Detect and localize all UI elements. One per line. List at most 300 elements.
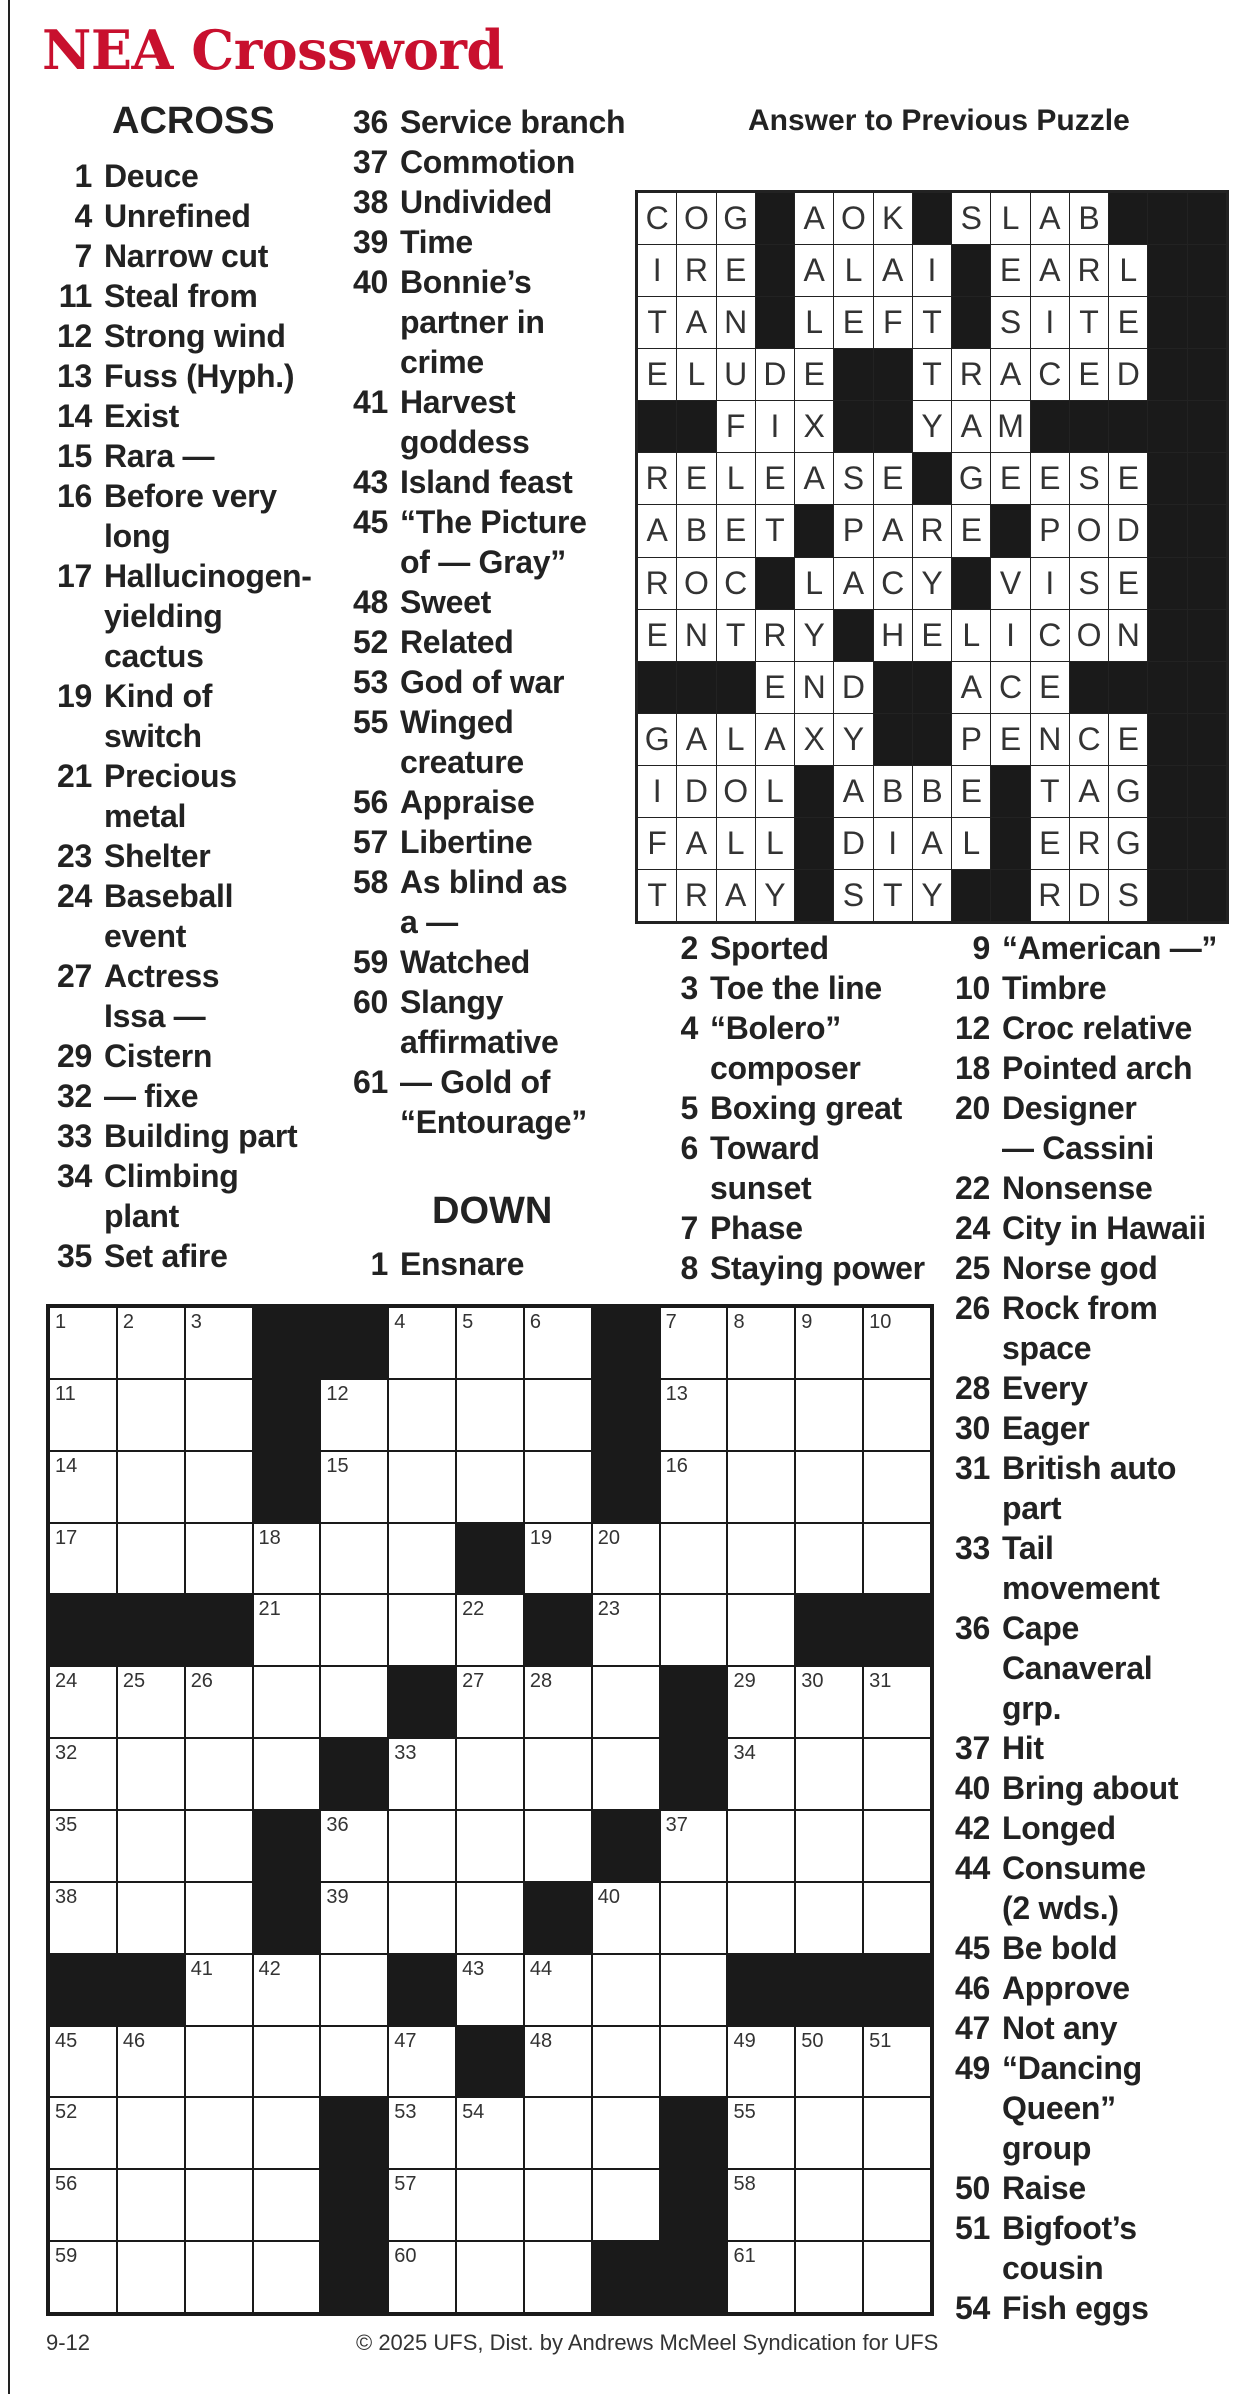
- grid-cell[interactable]: [525, 1308, 591, 1378]
- grid-cell[interactable]: [457, 2242, 523, 2312]
- grid-cell[interactable]: [864, 2170, 930, 2240]
- across-clue-row: [46, 1116, 312, 1156]
- down-clue-row: [944, 1248, 1217, 1288]
- down-clue-row: [944, 1008, 1217, 1048]
- answer-cell: T: [874, 870, 912, 921]
- grid-cell[interactable]: [50, 1308, 116, 1378]
- grid-cell[interactable]: [864, 2027, 930, 2097]
- clue-number: 15: [57, 438, 92, 474]
- answer-cell: T: [638, 870, 676, 921]
- grid-cell[interactable]: [796, 2027, 862, 2097]
- grid-cell[interactable]: [186, 1667, 252, 1737]
- grid-cell[interactable]: [525, 2242, 591, 2312]
- grid-cell[interactable]: [389, 1595, 455, 1665]
- clue-number: 57: [353, 824, 388, 860]
- grid-cell[interactable]: [321, 1452, 387, 1522]
- clue-number: 2: [680, 930, 698, 966]
- answer-cell: L: [756, 818, 794, 869]
- grid-cell[interactable]: [50, 2027, 116, 2097]
- clue-number: 50: [955, 2170, 990, 2206]
- cell-number: 20: [597, 1526, 621, 1549]
- clue-text: Kind of: [104, 678, 213, 714]
- grid-cell[interactable]: [525, 1955, 591, 2025]
- grid-cell[interactable]: [186, 1811, 252, 1881]
- clue-text: Actress: [104, 958, 220, 994]
- grid-cell[interactable]: [50, 1739, 116, 1809]
- answer-cell: R: [756, 610, 794, 661]
- answer-block: [1109, 401, 1147, 452]
- clue-number: 26: [955, 1290, 990, 1326]
- cell-number: 54: [462, 2101, 485, 2124]
- grid-cell[interactable]: [118, 1811, 184, 1881]
- clue-text: crime: [400, 344, 484, 380]
- grid-cell[interactable]: [593, 1883, 659, 1953]
- grid-cell[interactable]: [593, 1524, 659, 1594]
- across-clue-row: [342, 382, 625, 422]
- answer-cell: E: [913, 610, 951, 661]
- answer-cell: D: [1070, 870, 1108, 921]
- clue-text: space: [1002, 1330, 1092, 1366]
- grid-cell[interactable]: [728, 1595, 794, 1665]
- answer-cell: A: [834, 766, 872, 817]
- grid-block: [593, 1308, 659, 1378]
- clue-text: goddess: [400, 424, 530, 460]
- grid-block: [254, 1308, 320, 1378]
- answer-block: [1148, 766, 1186, 817]
- cell-number: 7: [665, 1311, 677, 1333]
- grid-cell[interactable]: [864, 1883, 930, 1953]
- grid-cell[interactable]: [254, 1667, 320, 1737]
- grid-cell[interactable]: [525, 1811, 591, 1881]
- clue-text: Exist: [104, 398, 179, 434]
- copyright-notice: © 2025 UFS, Dist. by Andrews McMeel Syndication for UFS: [356, 2330, 939, 2355]
- grid-cell[interactable]: [50, 2170, 116, 2240]
- grid-cell[interactable]: [50, 2098, 116, 2168]
- grid-cell[interactable]: [457, 1739, 523, 1809]
- grid-cell[interactable]: [389, 2098, 455, 2168]
- clue-text: Island feast: [400, 464, 573, 500]
- clue-text: long: [104, 518, 171, 554]
- grid-cell[interactable]: [321, 1883, 387, 1953]
- grid-cell[interactable]: [796, 1739, 862, 1809]
- across-clue-row: [46, 276, 312, 316]
- cell-number: 40: [597, 1885, 621, 1908]
- cell-number: 1: [55, 1311, 67, 1333]
- grid-cell[interactable]: [186, 2098, 252, 2168]
- grid-cell[interactable]: [864, 2242, 930, 2312]
- answer-cell: A: [638, 505, 676, 556]
- answer-cell: L: [1109, 245, 1147, 296]
- grid-cell[interactable]: [186, 1524, 252, 1594]
- grid-cell[interactable]: [457, 1452, 523, 1522]
- grid-cell[interactable]: [661, 1595, 727, 1665]
- grid-cell[interactable]: [728, 1739, 794, 1809]
- answer-cell: L: [952, 818, 990, 869]
- grid-cell[interactable]: [321, 1955, 387, 2025]
- grid-cell[interactable]: [728, 1308, 794, 1378]
- grid-cell[interactable]: [457, 2170, 523, 2240]
- answer-cell: E: [1070, 349, 1108, 400]
- grid-cell[interactable]: [389, 1739, 455, 1809]
- cell-number: 58: [733, 2173, 756, 2196]
- grid-cell[interactable]: [457, 1380, 523, 1450]
- grid-cell[interactable]: [186, 2242, 252, 2312]
- grid-cell[interactable]: [525, 2027, 591, 2097]
- grid-cell[interactable]: [864, 2098, 930, 2168]
- grid-cell[interactable]: [321, 1524, 387, 1594]
- grid-cell[interactable]: [186, 1308, 252, 1378]
- clue-number: 40: [353, 264, 388, 300]
- cell-number: 30: [801, 1670, 824, 1693]
- grid-cell[interactable]: [50, 1452, 116, 1522]
- clue-number: 32: [57, 1078, 92, 1114]
- clue-number: 28: [955, 1370, 990, 1406]
- grid-cell[interactable]: [186, 2170, 252, 2240]
- across-clue-row: [46, 436, 312, 476]
- clue-text: Steal from: [104, 278, 258, 314]
- answer-block: [795, 505, 833, 556]
- down-clue-row: [652, 1128, 925, 1168]
- clue-text: Hallucinogen-: [104, 558, 312, 594]
- grid-cell[interactable]: [593, 2027, 659, 2097]
- grid-cell[interactable]: [389, 1380, 455, 1450]
- cell-number: 41: [190, 1957, 213, 1980]
- answer-block: [756, 193, 794, 244]
- answer-cell: E: [874, 453, 912, 504]
- answer-cell: T: [717, 610, 755, 661]
- grid-cell[interactable]: [50, 1883, 116, 1953]
- answer-cell: E: [795, 349, 833, 400]
- grid-cell[interactable]: [661, 1308, 727, 1378]
- grid-cell[interactable]: [728, 2098, 794, 2168]
- grid-cell[interactable]: [50, 1667, 116, 1737]
- answer-cell: D: [834, 818, 872, 869]
- clue-number: 41: [353, 384, 388, 420]
- grid-cell[interactable]: [796, 1524, 862, 1594]
- grid-cell[interactable]: [389, 1308, 455, 1378]
- clue-text: group: [1002, 2130, 1092, 2166]
- grid-cell[interactable]: [457, 1595, 523, 1665]
- cell-number: 18: [258, 1526, 281, 1549]
- answer-cell: S: [1070, 453, 1108, 504]
- grid-cell[interactable]: [118, 1308, 184, 1378]
- answer-block: [952, 297, 990, 348]
- grid-cell[interactable]: [457, 1667, 523, 1737]
- grid-cell[interactable]: [118, 1739, 184, 1809]
- grid-cell[interactable]: [728, 1667, 794, 1737]
- clue-number: [46, 996, 92, 1036]
- grid-cell[interactable]: [796, 1452, 862, 1522]
- down-clue-row: [652, 1168, 925, 1208]
- answer-block: [874, 349, 912, 400]
- grid-cell[interactable]: [728, 1811, 794, 1881]
- clue-text: Issa —: [104, 998, 206, 1034]
- clue-number: [944, 2248, 990, 2288]
- grid-cell[interactable]: [457, 1308, 523, 1378]
- grid-cell[interactable]: [50, 1380, 116, 1450]
- answer-cell: H: [874, 610, 912, 661]
- clue-text: Sported: [710, 930, 829, 966]
- answer-block: [1188, 505, 1226, 556]
- grid-cell[interactable]: [525, 1452, 591, 1522]
- answer-cell: D: [1109, 349, 1147, 400]
- grid-cell[interactable]: [389, 1811, 455, 1881]
- down-clues-column-2: [652, 928, 925, 1288]
- grid-cell[interactable]: [389, 1452, 455, 1522]
- clue-text: “Bolero”: [710, 1010, 841, 1046]
- grid-cell[interactable]: [389, 2027, 455, 2097]
- grid-cell[interactable]: [50, 1524, 116, 1594]
- answer-cell: C: [874, 558, 912, 609]
- grid-block: [525, 1883, 591, 1953]
- grid-cell[interactable]: [254, 1595, 320, 1665]
- grid-cell[interactable]: [796, 1883, 862, 1953]
- across-clue-row: [342, 942, 625, 982]
- grid-block: [321, 1739, 387, 1809]
- answer-block: [913, 714, 951, 765]
- answer-block: [1148, 870, 1186, 921]
- grid-cell[interactable]: [389, 2242, 455, 2312]
- clue-text: As blind as: [400, 864, 568, 900]
- clue-number: [46, 916, 92, 956]
- clue-number: 22: [955, 1170, 990, 1206]
- grid-cell[interactable]: [186, 2027, 252, 2097]
- down-clue-row: [944, 2088, 1217, 2128]
- cell-number: 9: [801, 1311, 813, 1333]
- clue-number: 40: [955, 1770, 990, 1806]
- cell-number: 59: [55, 2245, 78, 2268]
- grid-cell[interactable]: [593, 1739, 659, 1809]
- answer-block: [717, 662, 755, 713]
- cell-number: 47: [394, 2029, 417, 2052]
- answer-block: [1148, 505, 1186, 556]
- clue-number: 8: [680, 1250, 698, 1286]
- clue-text: Staying power: [710, 1250, 925, 1286]
- grid-cell[interactable]: [728, 2170, 794, 2240]
- answer-block: [874, 401, 912, 452]
- grid-cell[interactable]: [389, 1883, 455, 1953]
- clue-text: Deuce: [104, 158, 199, 194]
- answer-cell: A: [717, 870, 755, 921]
- answer-block: [756, 558, 794, 609]
- grid-cell[interactable]: [661, 1955, 727, 2025]
- answer-cell: O: [677, 193, 715, 244]
- grid-cell[interactable]: [186, 1739, 252, 1809]
- grid-block: [661, 2098, 727, 2168]
- answer-block: [756, 297, 794, 348]
- grid-cell[interactable]: [118, 1883, 184, 1953]
- cell-number: 49: [733, 2029, 756, 2052]
- answer-cell: D: [1109, 505, 1147, 556]
- down-clue-row: [944, 1368, 1217, 1408]
- grid-cell[interactable]: [254, 1524, 320, 1594]
- grid-cell[interactable]: [728, 1524, 794, 1594]
- grid-cell[interactable]: [525, 2170, 591, 2240]
- clue-text: Undivided: [400, 184, 552, 220]
- grid-cell[interactable]: [118, 2098, 184, 2168]
- answer-cell: Y: [913, 558, 951, 609]
- grid-cell[interactable]: [728, 2242, 794, 2312]
- grid-cell[interactable]: [118, 2027, 184, 2097]
- clue-number: 33: [57, 1118, 92, 1154]
- across-clue-row: [342, 182, 625, 222]
- clue-number: 9: [972, 930, 990, 966]
- cell-number: 16: [665, 1454, 688, 1477]
- grid-cell[interactable]: [118, 2242, 184, 2312]
- grid-cell[interactable]: [389, 2170, 455, 2240]
- clue-text: Be bold: [1002, 1930, 1118, 1966]
- answer-cell: E: [1031, 453, 1069, 504]
- down-clue-row: [944, 1568, 1217, 1608]
- grid-cell[interactable]: [321, 1811, 387, 1881]
- grid-block: [661, 1667, 727, 1737]
- grid-cell[interactable]: [254, 2098, 320, 2168]
- grid-cell[interactable]: [661, 1524, 727, 1594]
- grid-cell[interactable]: [321, 1667, 387, 1737]
- cell-number: 27: [462, 1670, 485, 1693]
- grid-cell[interactable]: [796, 2098, 862, 2168]
- answer-block: [1148, 453, 1186, 504]
- grid-cell[interactable]: [118, 1667, 184, 1737]
- grid-cell[interactable]: [728, 2027, 794, 2097]
- grid-cell[interactable]: [796, 1380, 862, 1450]
- grid-block: [389, 1667, 455, 1737]
- clue-number: 5: [680, 1090, 698, 1126]
- grid-cell[interactable]: [389, 1524, 455, 1594]
- grid-cell[interactable]: [593, 1955, 659, 2025]
- grid-cell[interactable]: [321, 1380, 387, 1450]
- answer-block: [1188, 193, 1226, 244]
- grid-cell[interactable]: [728, 1452, 794, 1522]
- grid-cell[interactable]: [50, 2242, 116, 2312]
- grid-cell[interactable]: [728, 1883, 794, 1953]
- answer-cell: B: [1070, 193, 1108, 244]
- grid-cell[interactable]: [796, 2170, 862, 2240]
- clue-text: Cape: [1002, 1610, 1080, 1646]
- answer-block: [1148, 245, 1186, 296]
- clue-text: Rara —: [104, 438, 215, 474]
- clue-text: Fish eggs: [1002, 2290, 1149, 2326]
- answer-block: [952, 245, 990, 296]
- grid-cell[interactable]: [593, 2170, 659, 2240]
- grid-cell[interactable]: [321, 1595, 387, 1665]
- grid-cell[interactable]: [864, 1380, 930, 1450]
- grid-cell[interactable]: [728, 1380, 794, 1450]
- answer-cell: L: [677, 349, 715, 400]
- grid-cell[interactable]: [254, 2242, 320, 2312]
- clue-text: Tail: [1002, 1530, 1054, 1566]
- grid-cell[interactable]: [796, 1667, 862, 1737]
- grid-cell[interactable]: [593, 2098, 659, 2168]
- clue-number: 55: [353, 704, 388, 740]
- grid-cell[interactable]: [661, 1380, 727, 1450]
- grid-cell[interactable]: [525, 1524, 591, 1594]
- clue-text: “Dancing: [1002, 2050, 1142, 2086]
- grid-cell[interactable]: [593, 1595, 659, 1665]
- grid-cell[interactable]: [864, 1524, 930, 1594]
- grid-cell[interactable]: [186, 1452, 252, 1522]
- answer-block: [1148, 610, 1186, 661]
- answer-cell: A: [952, 401, 990, 452]
- clue-number: 13: [57, 358, 92, 394]
- clue-text: switch: [104, 718, 202, 754]
- grid-cell[interactable]: [796, 2242, 862, 2312]
- across-clue-row: [46, 476, 312, 516]
- grid-cell[interactable]: [186, 1380, 252, 1450]
- grid-cell[interactable]: [457, 1955, 523, 2025]
- grid-cell[interactable]: [118, 1524, 184, 1594]
- grid-cell[interactable]: [864, 1667, 930, 1737]
- answer-cell: T: [756, 505, 794, 556]
- clue-number: 1: [370, 1246, 388, 1282]
- answer-block: [1031, 401, 1069, 452]
- clue-text: Raise: [1002, 2170, 1086, 2206]
- grid-cell[interactable]: [254, 1955, 320, 2025]
- grid-cell[interactable]: [525, 1380, 591, 1450]
- grid-cell[interactable]: [457, 1883, 523, 1953]
- grid-block: [254, 1380, 320, 1450]
- clue-text: Service branch: [400, 104, 626, 140]
- clue-text: cousin: [1002, 2250, 1104, 2286]
- grid-cell[interactable]: [118, 1380, 184, 1450]
- clue-text: Bonnie’s: [400, 264, 532, 300]
- answer-block: [1188, 453, 1226, 504]
- answer-cell: T: [1031, 766, 1069, 817]
- grid-cell[interactable]: [118, 1452, 184, 1522]
- grid-cell[interactable]: [661, 1452, 727, 1522]
- grid-cell[interactable]: [525, 1667, 591, 1737]
- across-clue-row: [342, 702, 625, 742]
- answer-cell: C: [1031, 349, 1069, 400]
- grid-cell[interactable]: [525, 1739, 591, 1809]
- grid-cell[interactable]: [661, 1883, 727, 1953]
- grid-cell[interactable]: [593, 1667, 659, 1737]
- clue-text: Queen”: [1002, 2090, 1116, 2126]
- grid-cell[interactable]: [661, 1811, 727, 1881]
- grid-cell[interactable]: [186, 1955, 252, 2025]
- clue-text: metal: [104, 798, 187, 834]
- grid-cell[interactable]: [864, 1811, 930, 1881]
- grid-cell[interactable]: [118, 2170, 184, 2240]
- grid-cell[interactable]: [254, 2170, 320, 2240]
- across-clues-column-2: [342, 102, 625, 1142]
- grid-cell[interactable]: [661, 2027, 727, 2097]
- grid-cell[interactable]: [254, 2027, 320, 2097]
- cell-number: 57: [394, 2173, 417, 2196]
- grid-cell[interactable]: [457, 1811, 523, 1881]
- grid-cell[interactable]: [186, 1883, 252, 1953]
- answer-cell: E: [1109, 453, 1147, 504]
- answer-block: [638, 401, 676, 452]
- grid-cell[interactable]: [254, 1739, 320, 1809]
- grid-cell[interactable]: [864, 1308, 930, 1378]
- grid-cell[interactable]: [321, 2027, 387, 2097]
- answer-cell: S: [1070, 558, 1108, 609]
- grid-cell[interactable]: [864, 1452, 930, 1522]
- grid-cell[interactable]: [457, 2098, 523, 2168]
- answer-block: [952, 558, 990, 609]
- answer-cell: L: [717, 453, 755, 504]
- grid-cell[interactable]: [796, 1308, 862, 1378]
- clue-number: 14: [57, 398, 92, 434]
- grid-cell[interactable]: [796, 1811, 862, 1881]
- answer-cell: O: [1070, 610, 1108, 661]
- grid-cell[interactable]: [864, 1739, 930, 1809]
- down-clue-row: [944, 1688, 1217, 1728]
- grid-cell[interactable]: [50, 1811, 116, 1881]
- answer-cell: L: [756, 766, 794, 817]
- grid-cell[interactable]: [525, 2098, 591, 2168]
